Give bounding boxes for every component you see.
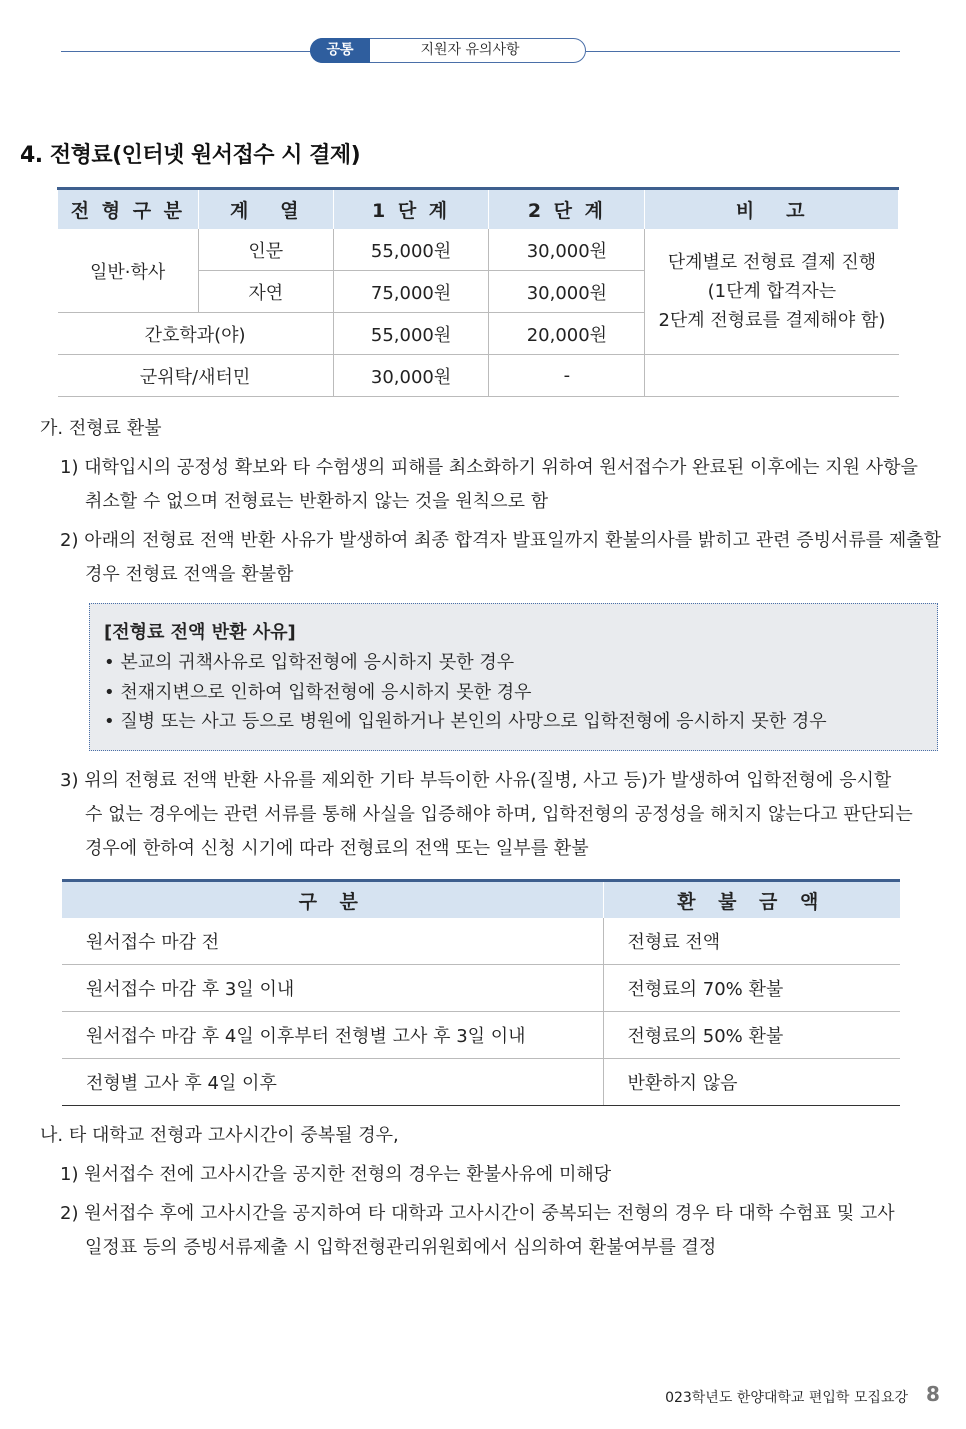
- stage1-cell: 30,000원: [333, 355, 489, 397]
- header-rule-right: [586, 51, 900, 52]
- stage1-cell: 75,000원: [333, 271, 489, 313]
- table-row: [62, 1012, 900, 1059]
- box-title: [전형료 전액 반환 사유]: [104, 622, 296, 643]
- page-number: 8: [926, 1382, 940, 1406]
- full-refund-box: [89, 603, 938, 751]
- note-cell: [645, 229, 899, 355]
- refund-item3-line3: 경우에 한하여 신청 시기에 따라 전형료의 전액 또는 일부를 환불: [85, 838, 589, 859]
- table-row: [62, 1059, 900, 1106]
- military-cell: 군위탁/새터민: [58, 355, 334, 397]
- box-item: • 질병 또는 사고 등으로 병원에 입원하거나 본인의 사망으로 입학전형에 응시하지 못한 경우: [104, 711, 827, 732]
- fee-table-header: [58, 189, 899, 230]
- refund-item1-line1: 1) 대학입시의 공정성 확보와 타 수험생의 피해를 최소화하기 위하여 원서접수가 완료된 이후에는 지원 사항을: [60, 457, 918, 478]
- fee-table: [57, 187, 899, 397]
- refund-table: [62, 879, 900, 1106]
- col-header-stage1: 1 단 계: [333, 189, 489, 230]
- amount-cell: 전형료 전액: [603, 918, 900, 965]
- col-header-stage2: 2 단 계: [489, 189, 645, 230]
- header-tag: 공통: [310, 38, 370, 63]
- note-line: 2단계 전형료를 결제해야 함): [658, 310, 886, 331]
- table-row: [58, 355, 899, 397]
- overlap-heading: 나. 타 대학교 전형과 고사시간이 중복될 경우,: [40, 1125, 399, 1146]
- table-row: [58, 229, 899, 271]
- stage1-cell: 55,000원: [333, 313, 489, 355]
- amount-cell: 전형료의 70% 환불: [603, 965, 900, 1012]
- refund-table-header: [62, 881, 900, 919]
- amount-cell: 반환하지 않음: [603, 1059, 900, 1106]
- period-cell: 전형별 고사 후 4일 이후: [62, 1059, 603, 1106]
- refund-item2-line1: 2) 아래의 전형료 전액 반환 사유가 발생하여 최종 합격자 발표일까지 환불의사를 밝히고 관련 증빙서류를 제출할: [60, 530, 942, 551]
- box-item: • 천재지변으로 인하여 입학전형에 응시하지 못한 경우: [104, 681, 532, 703]
- table-row: [62, 965, 900, 1012]
- col-header-amount: 환 불 금 액: [603, 881, 900, 919]
- stage2-cell: 30,000원: [489, 271, 645, 313]
- box-item: • 본교의 귀책사유로 입학전형에 응시하지 못한 경우: [104, 652, 515, 673]
- stage2-cell: -: [489, 355, 645, 397]
- stage2-cell: 30,000원: [489, 229, 645, 271]
- footer-text: 023학년도 한양대학교 편입학 모집요강: [665, 1390, 908, 1406]
- refund-item1-line2: 취소할 수 없으며 전형료는 반환하지 않는 것을 원칙으로 함: [85, 491, 549, 512]
- stage1-cell: 55,000원: [333, 229, 489, 271]
- stage2-cell: 20,000원: [489, 313, 645, 355]
- overlap-item1: 1) 원서접수 전에 고사시간을 공지한 전형의 경우는 환불사유에 미해당: [60, 1164, 612, 1185]
- note-line: (1단계 합격자는: [707, 281, 837, 302]
- track-cell: 자연: [198, 271, 333, 313]
- col-header-track: 계 열: [198, 189, 333, 230]
- amount-cell: 전형료의 50% 환불: [603, 1012, 900, 1059]
- refund-heading: 가. 전형료 환불: [40, 418, 162, 439]
- track-cell: 인문: [198, 229, 333, 271]
- refund-item3-line2: 수 없는 경우에는 관련 서류를 통해 사실을 입증해야 하며, 입학전형의 공정성을 해치지 않는다고 판단되는: [85, 804, 913, 825]
- note-line: 단계별로 전형료 결제 진행: [667, 252, 877, 273]
- header-rule-left: [61, 51, 311, 52]
- overlap-item2-line2: 일정표 등의 증빙서류제출 시 입학전형관리위원회에서 심의하여 환불여부를 결정: [85, 1237, 717, 1258]
- col-header-category: 전 형 구 분: [58, 189, 199, 230]
- table-row: [62, 918, 900, 965]
- general-group-cell: 일반·학사: [58, 229, 199, 313]
- period-cell: 원서접수 마감 후 3일 이내: [62, 965, 603, 1012]
- nursing-cell: 간호학과(야): [58, 313, 334, 355]
- col-header-note: 비 고: [645, 189, 899, 230]
- empty-note-cell: [645, 355, 899, 397]
- refund-item3-line1: 3) 위의 전형료 전액 반환 사유를 제외한 기타 부득이한 사유(질병, 사고 등)가 발생하여 입학전형에 응시할: [60, 770, 892, 791]
- overlap-item2-line1: 2) 원서접수 후에 고사시간을 공지하여 타 대학과 고사시간이 중복되는 전형의 경우 타 대학 수험표 및 고사: [60, 1203, 895, 1224]
- period-cell: 원서접수 마감 전: [62, 918, 603, 965]
- header-title: 지원자 유의사항: [420, 42, 520, 58]
- refund-item2-line2: 경우 전형료 전액을 환불함: [85, 564, 294, 585]
- section-title: 4. 전형료(인터넷 원서접수 시 결제): [20, 143, 361, 168]
- col-header-period: 구 분: [62, 881, 603, 919]
- period-cell: 원서접수 마감 후 4일 이후부터 전형별 고사 후 3일 이내: [62, 1012, 603, 1059]
